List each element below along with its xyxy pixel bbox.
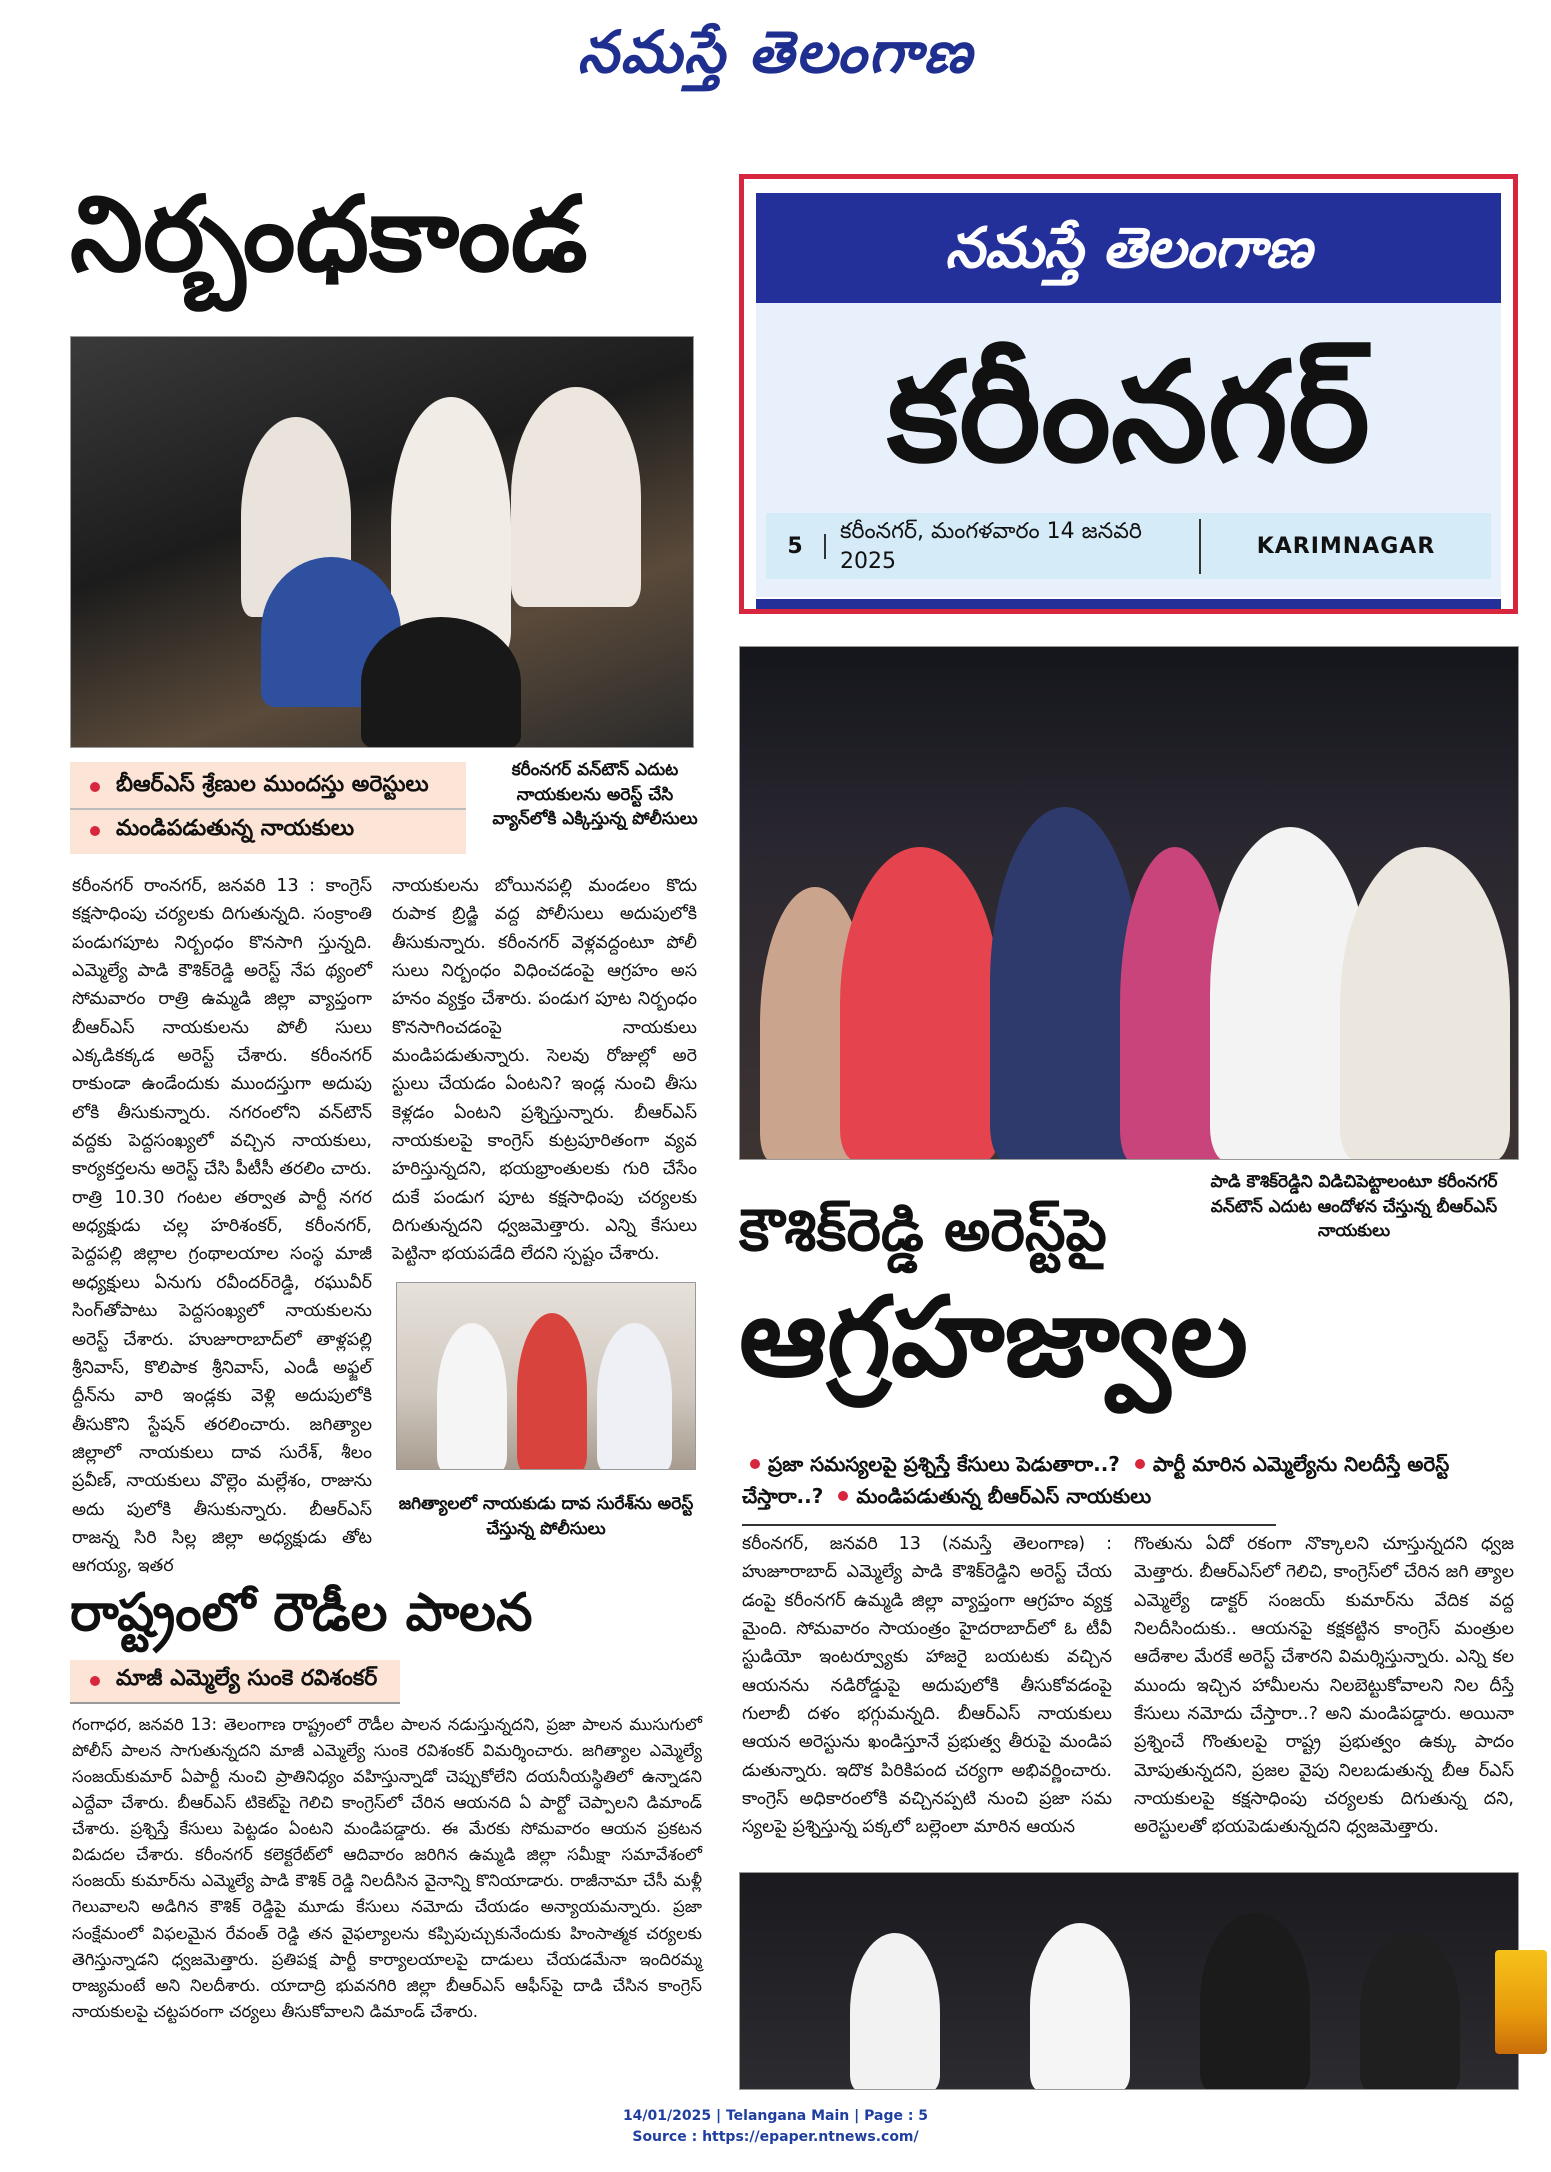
story1-body-col2: నాయకులను బోయినపల్లి మండలం కొదు రుపాక బ్రిడ్జి వద్ద పోలీసులు అదుపులోకి తీసుకున్నారు. కరీంనగర్ వెళ్లవద్దంటూ పోలీ సులు నిర్బంధం విధించడంపై ఆగ్రహం అస హనం వ్యక్తం చేశారు. పండుగ పూట నిర్బంధం కొనసాగించడంపై నాయకులు మండిపడుతున్నారు. సెలవు రోజుల్లో అరె స్టులు చేయడం ఏంటని? ఇండ్ల నుంచి తీసు కెళ్లడం ఏంటని ప్రశ్నిస్తున్నారు. బీఆర్‌ఎస్ నాయకులపై కాంగ్రెస్ కుట్రపూరితంగా వ్యవ హరిస్తున్నదని, భయభ్రాంతులకు గురి చేసేం దుకే పండుగ పూట కక్షసాధింపు చర్యలకు దిగుతున్నదని ధ్వజమెత్తారు. ఎన్ని కేసులు పెట్టినా భయపడేది లేదని స్పష్టం చేశారు. bbox=[392, 876, 697, 1265]
edition-city-en: KARIMNAGAR bbox=[1256, 533, 1436, 559]
story1-bullet-1: బీఆర్‌ఎస్ శ్రేణుల ముందస్తు అరెస్టులు bbox=[70, 766, 466, 810]
story2-body-col2: గొంతును ఏదో రకంగా నొక్కాలని చూస్తున్నదని ధ్వజ మెత్తారు. బీఆర్‌ఎస్‌లో గెలిచి, కాంగ్రెస్‌లో చేరిన జగి త్యాల ఎమ్మెల్యే డాక్టర్ సంజయ్ కుమార్‌ను వేదిక వద్ద నిలదీసిందుకు.. ఆయనపై కక్షకట్టిన కాంగ్రెస్ మంత్రుల ఆదేశాల మేరకే అరెస్ట్ చేశారని విమర్శిస్తున్నారు. ఎన్ని కల ముందు ఇచ్చిన హామీలను నిలబెట్టుకోవాలని నిల దీస్తే కేసులు నమోదు చేస్తారా..? అని మండిపడ్డారు. అయినా ప్రశ్నించే గొంతులపై రాష్ట్ర ప్రభుత్వం ఉక్కు పాదం మోపుతున్నదని, ప్రజల వైపు నిలబడుతున్న బీఆ ర్‌ఎస్ నాయకులపై కక్షసాధింపు చర్యలకు దిగుతున్న దని, అరెస్టులతో భయపెడుతున్నదని ధ్వజమెత్తారు. bbox=[1134, 1534, 1514, 1838]
story1-photo bbox=[70, 336, 694, 748]
story2-bullet-1: ప్రజా సమస్యలపై ప్రశ్నిస్తే కేసులు పెడుతారా..? bbox=[768, 1452, 1120, 1476]
footer-source: Source : https://epaper.ntnews.com/ bbox=[632, 2129, 919, 2145]
story1-body-col1: కరీంనగర్ రాంనగర్, జనవరి 13 : కాంగ్రెస్ కక్షసాధింపు చర్యలకు దిగుతున్నది. సంక్రాంతి పండుగపూట నిర్బంధం కొనసాగి స్తున్నది. ఎమ్మెల్యే పాడి కౌశిక్‌రెడ్డి అరెస్ట్ నేప థ్యంలో సోమవారం రాత్రి ఉమ్మడి జిల్లా వ్యాప్తంగా బీఆర్‌ఎస్ నాయకులను పోలీ సులు ఎక్కడికక్కడ అరెస్ట్ చేశారు. కరీంనగర్ రాకుండా ఉండేందుకు ముందస్తుగా అదుపు లోకి తీసుకున్నారు. నగరంలోని వన్‌టౌన్ వద్దకు పెద్దసంఖ్యలో వచ్చిన నాయకులు, కార్యకర్తలను అరెస్ట్ చేసి పీటీసీ తరలిం చారు. రాత్రి 10.30 గంటల తర్వాత పార్టీ నగర అధ్యక్షుడు చల్ల హరిశంకర్, కరీంనగర్, పెద్దపల్లి జిల్లాల గ్రంథాలయాల సంస్థ మాజీ అధ్యక్షులు ఏనుగు రవీందర్‌రెడ్డి, రఘువీర్ సింగ్‌తోపాటు పెద్దసంఖ్యలో నాయకులను అరెస్ట్ చేశారు. హుజూరాబాద్‌లో తాళ్లపల్లి శ్రీనివాస్, కొలిపాక శ్రీనివాస్, ఎండీ అఫ్జల్ ద్దీన్‌ను వారి ఇండ్లకు వెళ్లి అదుపులోకి తీసుకొని స్టేషన్ తరలించారు. జగిత్యాల జిల్లాలో నాయకులు దావ సురేశ్, శీలం ప్రవీణ్, నాయకులు వొల్లెం మల్లేశం, రాజును అదు పులోకి తీసుకున్నారు. బీఆర్‌ఎస్ రాజన్న సిరి సిల్ల జిల్లా అధ్యక్షుడు తోట ఆగయ్య, ఇతర bbox=[72, 876, 372, 1577]
footer bbox=[0, 2106, 1551, 2148]
story2-headline: ఆగ్రహజ్వాల bbox=[739, 1273, 1248, 1401]
masthead-title: నమస్తే తెలంగాణ bbox=[577, 18, 974, 86]
edition-city: కరీంనగర్ bbox=[886, 332, 1370, 493]
story1-headline: నిర్బంధకాండ bbox=[70, 173, 588, 295]
story2-bullet-3: మండిపడుతున్న బీఆర్‌ఎస్ నాయకులు bbox=[856, 1484, 1152, 1508]
story1-inset-photo bbox=[396, 1282, 696, 1470]
footer-page-info: 14/01/2025 | Telangana Main | Page : 5 bbox=[622, 2108, 929, 2124]
edition-date: కరీంనగర్, మంగళవారం 14 జనవరి 2025 bbox=[826, 519, 1201, 574]
edition-box bbox=[739, 174, 1518, 614]
story1-bullets bbox=[70, 762, 466, 854]
story2-body-col1: కరీంనగర్, జనవరి 13 (నమస్తే తెలంగాణ) : హుజూరాబాద్ ఎమ్మెల్యే పాడి కౌశిక్‌రెడ్డిని అరెస్ట్ చేయ డంపై కరీంనగర్ ఉమ్మడి జిల్లా వ్యాప్తంగా ఆగ్రహం వ్యక్త మైంది. సోమవారం సాయంత్రం హైదరాబాద్‌లో ఓ టీవీ స్టుడియో ఇంటర్వ్యూకు హాజరై బయటకు వచ్చిన ఆయనను నడిరోడ్డుపై అదుపులోకి తీసుకోవడంపై గులాబీ దళం భగ్గుమన్నది. బీఆర్‌ఎస్ నాయకులు ఆయన అరెస్టును ఖండిస్తూనే ప్రభుత్వ తీరుపై మండిప డుతున్నారు. ఇదొక పిరికిపంద చర్యగా అభివర్ణించారు. కాంగ్రెస్ అధికారంలోకి వచ్చినప్పటి నుంచి ప్రజా సమ స్యలపై ప్రశ్నిస్తున్న పక్కలో బల్లెంలా మారిన ఆయన bbox=[742, 1534, 1112, 1838]
story2-bullet-2: పార్టీ మారిన ఎమ్మెల్యేను నిలదీస్తే అరెస్ట్ చేస్తారా..? bbox=[742, 1452, 1450, 1508]
story3-byline: మాజీ ఎమ్మెల్యే సుంకె రవిశంకర్ bbox=[70, 1660, 400, 1704]
story2-bullets bbox=[742, 1448, 1522, 1512]
story2-photo bbox=[739, 646, 1519, 1160]
edition-page: 5 bbox=[766, 534, 826, 559]
story2-photo-caption: పాడి కౌశిక్‌రెడ్డిని విడిచిపెట్టాలంటూ కరీంనగర్ వన్‌టౌన్ ఎదుట ఆందోళన చేస్తున్న బీఆర్‌ఎస్ నాయకులు bbox=[1210, 1172, 1498, 1242]
story1-photo-caption: కరీంనగర్ వన్‌టౌన్ ఎదుట నాయకులను అరెస్ట్ చేసి వ్యాన్‌లోకి ఎక్కిస్తున్న పోలీసులు bbox=[492, 760, 698, 830]
advertisement-badge bbox=[1495, 1950, 1547, 2054]
story2-kicker: కౌశిక్‌రెడ్డి అరెస్ట్‌పై bbox=[739, 1196, 1107, 1264]
story1-inset-caption: జగిత్యాలలో నాయకుడు దావ సురేశ్‌ను అరెస్ట్ చేస్తున్న పోలీసులు bbox=[398, 1494, 694, 1539]
story1-bullet-2: మండిపడుతున్న నాయకులు bbox=[70, 810, 466, 852]
story2-bullet-row-1 bbox=[742, 1448, 1522, 1512]
story3-photo bbox=[739, 1872, 1519, 2090]
edition-brand: నమస్తే తెలంగాణ bbox=[945, 215, 1312, 281]
story3-body: గంగాధర, జనవరి 13: తెలంగాణ రాష్ట్రంలో రౌడీల పాలన నడుస్తున్నదని, ప్రజా పాలన ముసుగులో పోలీస్ పాలన సాగుతున్నదని మాజీ ఎమ్మెల్యే సుంకె రవిశంకర్ విమర్శించారు. జగిత్యాల ఎమ్మెల్యే సంజయ్‌కుమార్ ఏపార్టీ నుంచి ప్రాతినిధ్యం వహిస్తున్నాడో చెప్పుకోలేని దయనీయస్థితిలో ఉన్నాడని ఎద్దేవా చేశారు. బీఆర్‌ఎస్ టికెట్‌పై గెలిచి కాంగ్రెస్‌లో చేరిన ఆయనది ఏ పార్టో చెప్పాలని డిమాండ్ చేశారు. ప్రశ్నిస్తే కేసులు పెట్టడం ఏంటని మండిపడ్డారు. ఈ మేరకు సోమవారం ఆయన ప్రకటన విడుదల చేశారు. కరీంనగర్ కలెక్టరేట్‌లో ఆదివారం జరిగిన ఉమ్మడి జిల్లా సమీక్షా సమావేశంలో సంజయ్ కుమార్‌ను ఎమ్మెల్యే పాడి కౌశిక్ రెడ్డి నిలదీసిన వైనాన్ని కొనియాడారు. రాజీనామా చేసీ మళ్లీ గెలువాలని అడిగిన కౌశిక్ రెడ్డిపై మూడు కేసులు నమోదు చేయడం అన్యాయమన్నారు. ప్రజా సంక్షేమంలో విఫలమైన రేవంత్ రెడ్డి తన వైఫల్యాలను కప్పిపుచ్చుకునేందుకు హింసాత్మక చర్యలకు తెగిస్తున్నాడని ధ్వజమెత్తారు. ప్రతిపక్ష పార్టీ కార్యాలయాలపై దాడులు చేయడమేనా ఇందిరమ్మ రాజ్యమంటే అని నిలదీశారు. యాదాద్రి భువనగిరి జిల్లా బీఆర్‌ఎస్ ఆఫీస్‌పై దాడి చేసిన కాంగ్రెస్ నాయకులపై చట్టపరంగా చర్యలు తీసుకోవాలని డిమాండ్ చేశారు. bbox=[72, 1715, 702, 2021]
story3-headline: రాష్ట్రంలో రౌడీల పాలన bbox=[70, 1583, 533, 1643]
